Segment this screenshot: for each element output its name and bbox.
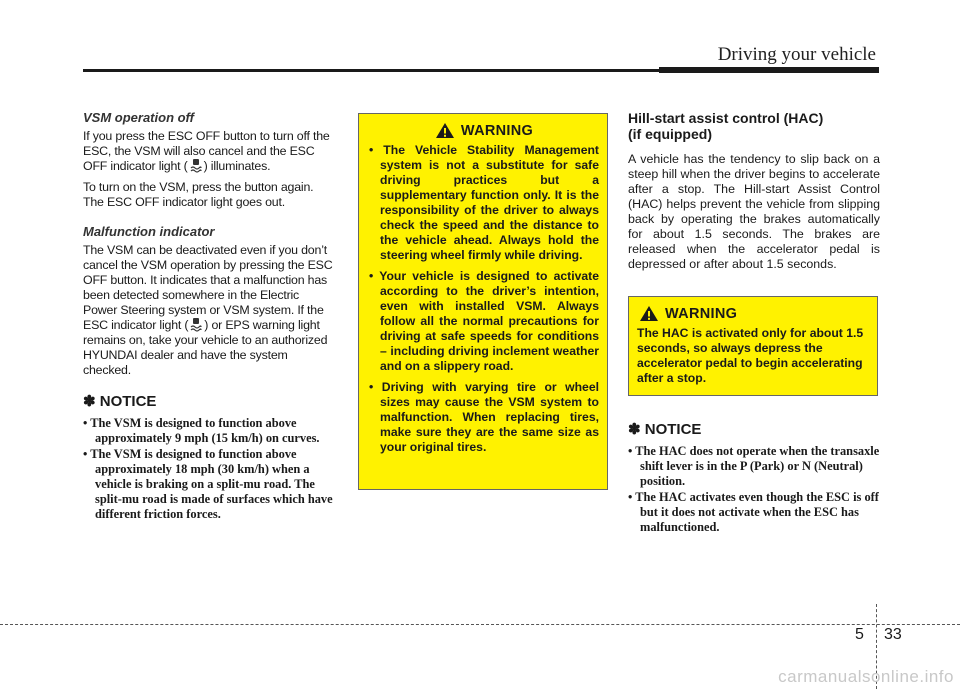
esc-indicator-icon bbox=[190, 159, 202, 173]
warning-list bbox=[369, 143, 599, 455]
notice-hac bbox=[628, 412, 880, 536]
list-item: • Your vehicle is designed to activate according to the driver’s intention, even with installed VSM. Always follow all the normal precautions for driving at safe speeds for conditions – including driving inclement weather and on a slippery road. bbox=[369, 269, 599, 373]
hac-paragraph: A vehicle has the tendency to slip back on a steep hill when the driver begins to accelerate after a stop. The Hill-start Assist Control (HAC) helps prevent the vehicle from slipping back by operating the brakes automatically for about 1.5 seconds. The brakes are released when the accelerator pedal is depressed or after about 1.5 seconds. bbox=[628, 152, 880, 271]
warning-box-hac bbox=[628, 296, 878, 396]
list-item: • The Vehicle Stability Management system is not a substitute for safe driving practices but a supplementary function only. It is the responsibility of the driver to always check the speed and the distance to the vehicle ahead. Always hold the steering wheel firmly while driving. bbox=[369, 143, 599, 262]
esc-indicator-icon bbox=[190, 318, 202, 332]
notice-title: ✽ NOTICE bbox=[628, 421, 702, 438]
list-item: • The HAC does not operate when the transaxle shift lever is in the P (Park) or N (Neutral) position. bbox=[628, 444, 880, 488]
warning-title: WARNING bbox=[460, 122, 534, 139]
vsm-off-heading: VSM operation off bbox=[83, 110, 194, 125]
malfunction-heading: Malfunction indicator bbox=[83, 224, 215, 239]
warning-title: WARNING bbox=[665, 305, 738, 322]
warning-triangle-icon bbox=[435, 122, 455, 139]
malfunction-paragraph: The VSM can be deactivated even if you don’t cancel the VSM operation by pressing the ESC OFF button. It indicates that a malfunction has been detected somewhere in the Electric Power Steering system or VSM system. If the ESC indicator light ( ) or EPS warning light remains on, take your vehicle to an authorized HYUNDAI dealer and have the system checked. bbox=[83, 243, 333, 377]
footer-rule bbox=[0, 624, 960, 625]
list-item: • The VSM is designed to function above approximately 9 mph (15 km/h) on curves. bbox=[83, 416, 320, 445]
warning-box-vsm bbox=[358, 113, 608, 490]
column-right bbox=[628, 110, 880, 272]
notice-list bbox=[83, 416, 335, 522]
hac-heading: Hill-start assist control (HAC) (if equipped) bbox=[628, 110, 824, 142]
warning-triangle-icon bbox=[639, 305, 659, 322]
watermark: carmanualsonline.info bbox=[778, 667, 954, 686]
header-title: Driving your vehicle bbox=[717, 44, 876, 65]
notice-list bbox=[628, 444, 880, 535]
column-left bbox=[83, 110, 335, 523]
warning-text: The HAC is activated only for about 1.5 seconds, so always depress the accelerator pedal to begin accelerating after a stop. bbox=[637, 326, 864, 385]
vsm-off-paragraph-1: If you press the ESC OFF button to turn off the ESC, the VSM will also cancel and the ESC OFF indicator light ( ) illuminates. bbox=[83, 129, 330, 173]
list-item: • The HAC activates even though the ESC is off but it does not activate when the ESC has malfunctioned. bbox=[628, 490, 879, 534]
header-rule-accent bbox=[659, 67, 879, 73]
page-number: 33 bbox=[884, 626, 902, 643]
vsm-off-paragraph-2: To turn on the VSM, press the button again. The ESC OFF indicator light goes out. bbox=[83, 180, 314, 209]
notice-title: ✽ NOTICE bbox=[83, 393, 157, 410]
chapter-number: 5 bbox=[855, 626, 864, 643]
list-item: • The VSM is designed to function above approximately 18 mph (30 km/h) when a vehicle is braking on a split-mu road. The split-mu road is made of surfaces which have different friction forces. bbox=[83, 447, 333, 521]
list-item: • Driving with varying tire or wheel sizes may cause the VSM system to malfunction. When replacing tires, make sure they are the same size as your original tires. bbox=[369, 380, 599, 454]
